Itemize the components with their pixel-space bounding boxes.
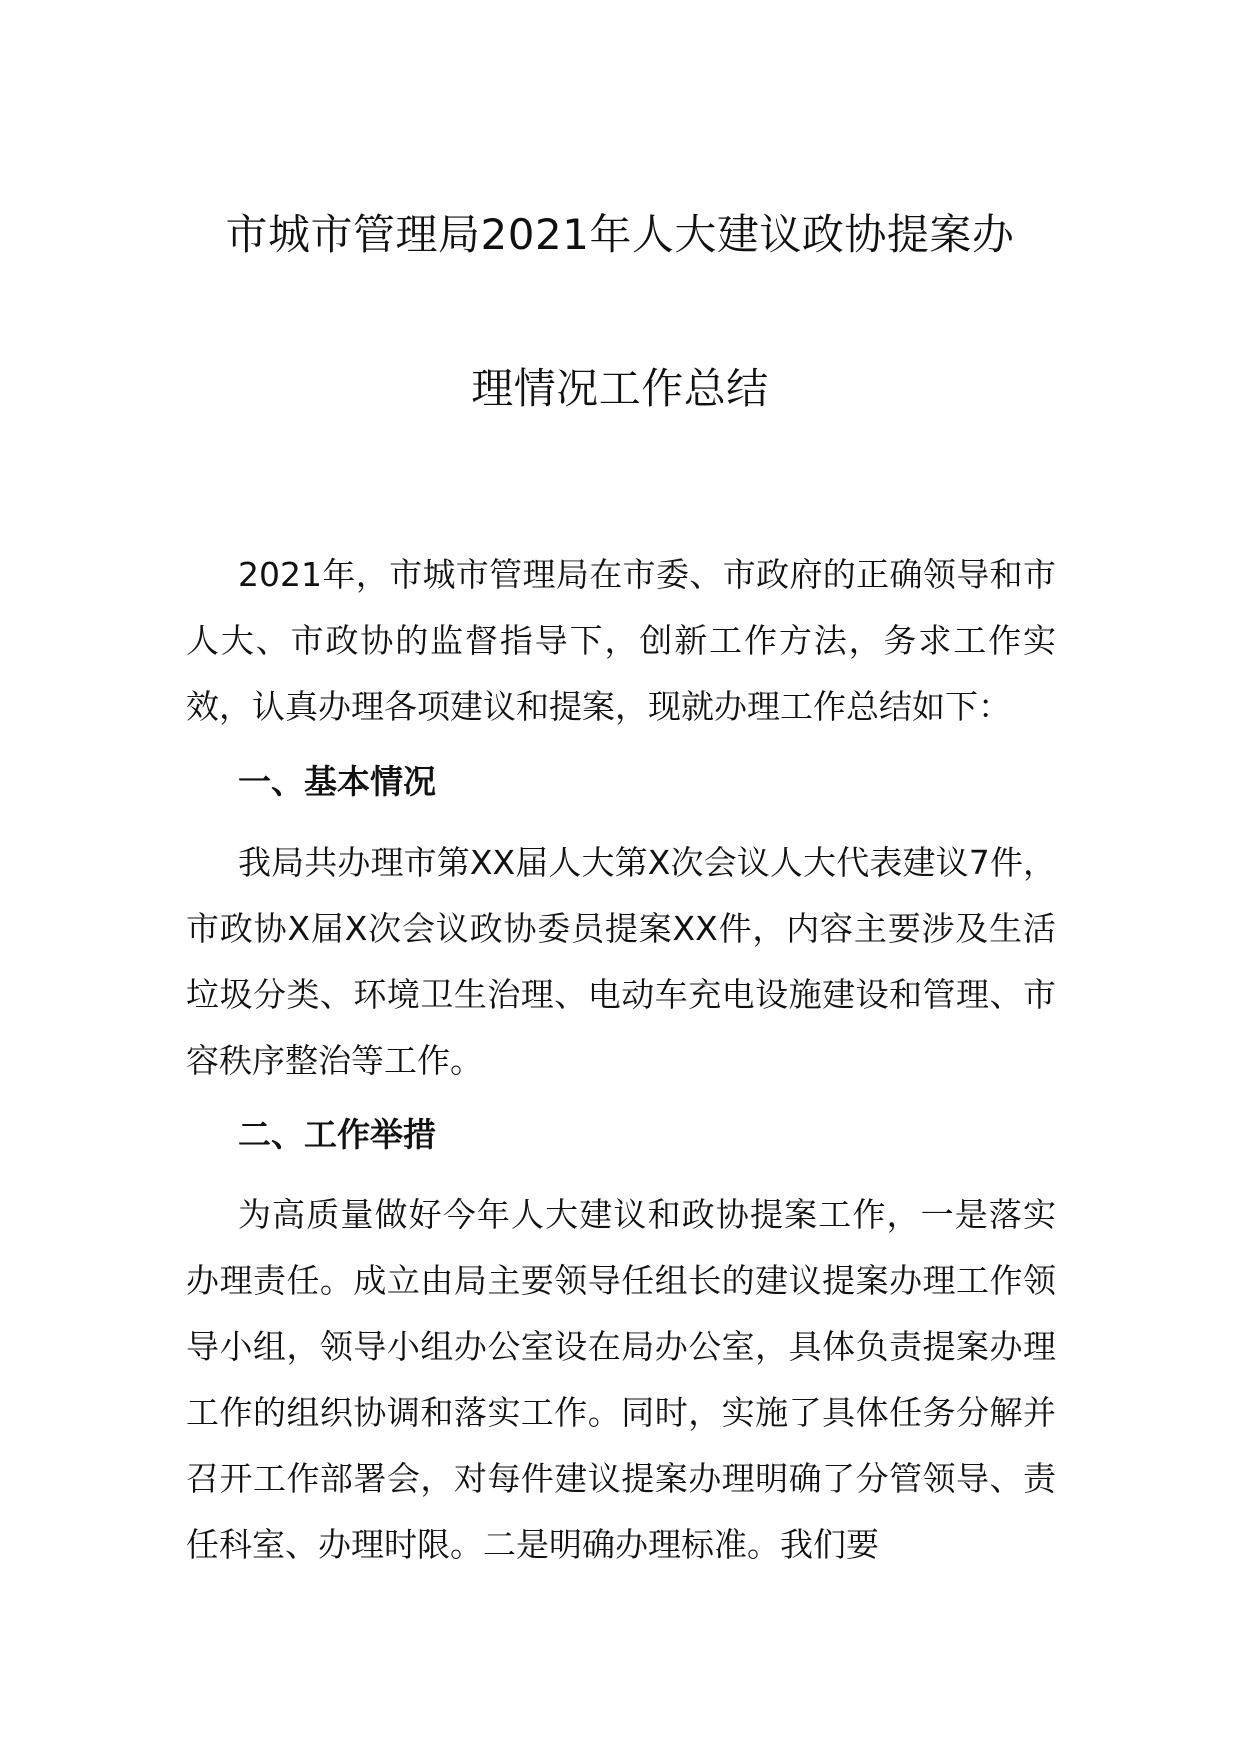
section-paragraph-basic-situation: 我局共办理市第XX届人大第X次会议人大代表建议7件，市政协X届X次会议政协委员提案XX件，内容主要涉及生活垃圾分类、环境卫生治理、电动车充电设施建设和管理、市容秩序整治等工作。: [186, 843, 1056, 1080]
intro-paragraph: 2021年，市城市管理局在市委、市政府的正确领导和市人大、市政协的监督指导下，创新工作方法，务求工作实效，认真办理各项建议和提案，现就办理工作总结如下：: [186, 555, 1056, 726]
section-paragraph-work-measures: 为高质量做好今年人大建议和政协提案工作，一是落实办理责任。成立由局主要领导任组长的建议提案办理工作领导小组，领导小组办公室设在局办公室，具体负责提案办理工作的组织协调和落实工作。同时，实施了具体任务分解并召开工作部署会，对每件建议提案办理明确了分管领导、责任科室、办理时限。二是明确办理标准。我们要: [186, 1195, 1056, 1564]
section-heading-work-measures: 二、工作举措: [238, 1115, 436, 1154]
document-title-line-1: 市城市管理局2021年人大建议政协提案办: [225, 210, 1015, 259]
document-title-line-2: 理情况工作总结: [471, 364, 769, 413]
section-heading-basic-situation: 一、基本情况: [238, 762, 436, 801]
